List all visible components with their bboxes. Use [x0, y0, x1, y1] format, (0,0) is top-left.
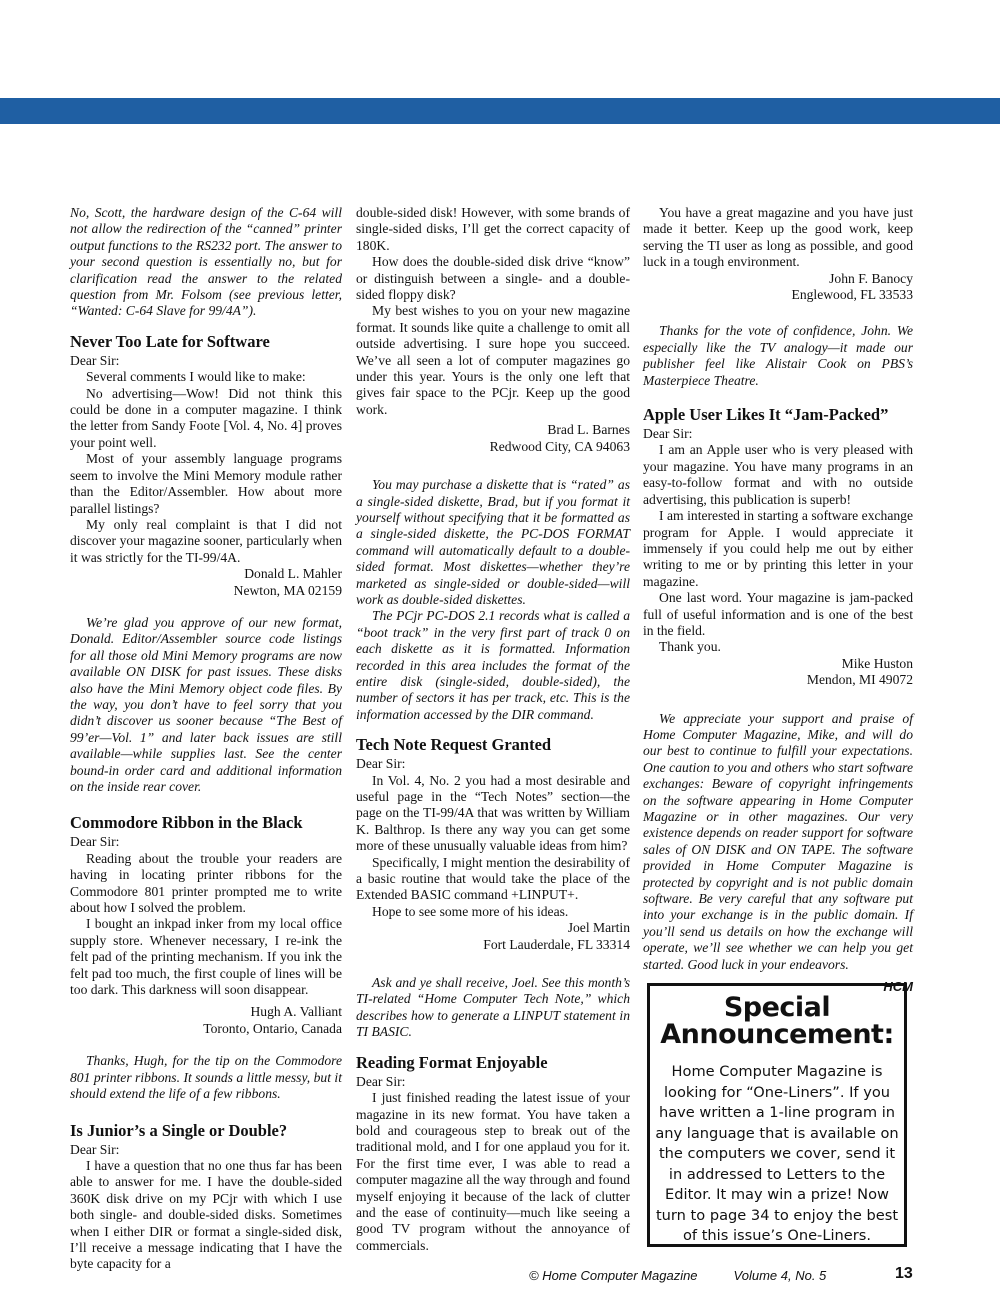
letter-paragraph: I am interested in starting a software exchange program for Apple. I would appreciate it immensely if you could help me out by either writing to me or by printing this letter in your magazine. [643, 508, 913, 589]
response-text: You may purchase a diskette that is “rated” as a single-sided diskette, Brad, but if you format it yourself without specifying that it be formatted as a single-sided diskette, the PC-DOS FORMAT command will automatically default to a double-sided format. Most diskettes—whether they’re marketed as single-sided or double-sided—will work as double-sided diskettes. [356, 477, 630, 607]
signature-location: Mendon, MI 49072 [806, 672, 913, 688]
signature-name: Donald L. Mahler [244, 566, 342, 582]
letter-title: Tech Note Request Granted [356, 735, 552, 755]
end-mark-logo: HCM [883, 979, 913, 995]
signature-location: Newton, MA 02159 [233, 582, 342, 598]
signature-name: John F. Banocy [829, 270, 913, 286]
response-text: Thanks, Hugh, for the tip on the Commodore 801 printer ribbons. It sounds a little messy, but it should extend the life of a few ribbons. [70, 1053, 342, 1102]
response-text: No, Scott, the hardware design of the C-64 will not allow the redirection of the “canned” printer output functions to the RS232 port. The answer to your second question is essentially no, but for clarification read the answer to the related question from Mr. Folsom (see previous letter, “Wanted: C-64 Slave for 99/4A”). [70, 205, 342, 319]
letter-title: Apple User Likes It “Jam-Packed” [643, 405, 889, 425]
announcement-body: Home Computer Magazine is looking for “One-Liners”. If you have written a 1-line program in any language that is available on the computers we cover, send it in addressed to Letters to the Editor. It may win a prize! Now turn to page 34 to enjoy the best of this issue’s One-Liners. [655, 1063, 899, 1244]
announcement-heading [650, 994, 904, 1048]
signature-name: Mike Huston [841, 655, 913, 671]
letter-paragraph: I have a question that no one thus far has been able to answer for me. I have the double-sided 360K disk drive on my PCjr with which I use both single- and double-sided disks. Sometimes when I either DIR or format a single-sided disk, I’ll receive a message indicating that I have the byte capacity for a [70, 1157, 342, 1272]
announcement-heading-line2: Announcement: [660, 1019, 894, 1050]
signature-location: Redwood City, CA 94063 [489, 438, 630, 454]
response-text: Ask and ye shall receive, Joel. See this month’s TI-related “Home Computer Tech Note,” which describes how to generate a LINPUT statement in TI BASIC. [356, 975, 630, 1040]
letter-paragraph: double-sided disk! However, with some brands of single-sided disks, I’ll get the correct capacity of 180K. [356, 205, 630, 253]
column-2 [356, 205, 630, 1254]
signature-name: Hugh A. Valliant [250, 1004, 342, 1020]
letter-title: Reading Format Enjoyable [356, 1052, 548, 1072]
salutation: Dear Sir: [356, 756, 406, 772]
page-footer [529, 1268, 826, 1283]
response-text: Thanks for the vote of confidence, John. We especially like the TV analogy—it made our publisher feel like Alistair Cook on PBS’s Masterpiece Theatre. [643, 323, 913, 388]
letter-title: Never Too Late for Software [70, 331, 270, 351]
response-text: We appreciate your support and praise of Home Computer Magazine, Mike, and will do our best to continue to fulfill your expectations. One caution to you and others who start software exchanges: Beware of copyright infringements on the software appearing in Home Computer Magazine or in other magazines. Our very existence depends on reader support for software sales of ON DISK and ON TAPE. The software provided in Home Computer Magazine is protected by copyright and is not public domain software. Be very careful that any software put into your exchange is in the public domain. If you’ll send us details on how the exchange will operate, we’ll see whether we can help you get started. Good luck in your endeavors. [643, 710, 913, 972]
salutation: Dear Sir: [70, 1141, 120, 1157]
signature-location: Englewood, FL 33533 [791, 287, 913, 303]
letter-paragraph: Specifically, I might mention the desirability of a basic routine that would take the place of the Extended BASIC command +LINPUT+. [356, 854, 630, 903]
letter-title: Is Junior’s a Single or Double? [70, 1120, 288, 1140]
special-announcement-box [647, 983, 907, 1247]
response-text: We’re glad you approve of our new format, Donald. Editor/Assembler source code listings for all those old Mini Memory programs are now available ON DISK for past issues. These disks also have the Mini Memory object code files. By the way, you don’t have to feel sorry that you didn’t discover us sooner because “The Best of 99’er—Vol. 1” and later back issues are still available—while supplies last. See the center bound-in order card and additional information on the inside rear cover. [70, 614, 342, 794]
announcement-heading-line1: Special [723, 992, 831, 1023]
column-3 [643, 205, 913, 995]
column-1 [70, 205, 342, 1273]
letter-paragraph: No advertising—Wow! Did not think this could be done in a computer magazine. I think the letter from Sandy Foote [Vol. 4, No. 4] proves your point well. [70, 385, 342, 450]
signature-name: Brad L. Barnes [547, 422, 630, 438]
letter-paragraph: Thank you. [659, 639, 721, 655]
signature-location: Toronto, Ontario, Canada [203, 1020, 342, 1036]
letter-paragraph: I just finished reading the latest issue of your magazine in its new format. You have taken a bold and courageous step to break out of the traditional mold, and I for one applaud you for it. For the first time ever, I was able to read a computer magazine all the way through and found myself enjoying it because of the lack of clutter and the ease of continuity—much like seeing a good TV program without the annoyance of commercials. [356, 1090, 630, 1253]
salutation: Dear Sir: [70, 352, 120, 368]
page-number: 13 [895, 1265, 913, 1282]
publication-name: © Home Computer Magazine [529, 1268, 698, 1283]
volume-issue: Volume 4, No. 5 [733, 1268, 827, 1283]
letter-paragraph: My best wishes to you on your new magazine format. It sounds like quite a challenge to omit all outside advertising. I sure hope you succeed. We’ve all seen a lot of computer magazines go under this year. Yours is the only one left that gives fair space to the PCjr. Keep up the good work. [356, 303, 630, 417]
letter-paragraph: Reading about the trouble your readers are having in locating printer ribbons for the Commodore 801 printer prompted me to write about how I solved the problem. [70, 850, 342, 916]
signature-location: Fort Lauderdale, FL 33314 [483, 936, 630, 952]
letter-paragraph: In Vol. 4, No. 2 you had a most desirable and useful page in the “Tech Notes” section—the page on the TI-99/4A that was written by William K. Balthrop. Is there any way you can get some more of these unusually valuable ideas from him? [356, 772, 630, 854]
letter-paragraph: I bought an inkpad inker from my local office supply store. Whenever necessary, I re-ink the felt pad of the printing mechanism. If you ink the felt pad too much, the first couple of lines will be too dark. This darkness will soon disappear. [70, 916, 342, 998]
salutation: Dear Sir: [356, 1073, 406, 1089]
letter-paragraph: One last word. Your magazine is jam-packed full of useful information and is one of the best in the field. [643, 590, 913, 638]
header-color-bar [0, 98, 1000, 124]
letter-paragraph: Hope to see some more of his ideas. [372, 903, 569, 919]
letter-paragraph: You have a great magazine and you have just made it better. Keep up the good work, keep serving the TI user as long as possible, and good luck in a tough environment. [643, 205, 913, 270]
salutation: Dear Sir: [70, 834, 120, 850]
letter-paragraph: Several comments I would like to make: [86, 369, 306, 385]
response-text: The PCjr PC-DOS 2.1 records what is called a “boot track” in the very first part of track 0 on each diskette as it is formatted. Information recorded in this area includes the format of the entire disk (single-sided, double-sided), the number of sectors it has per track, etc. This is the information accessed by the DIR command. [356, 608, 630, 722]
letter-paragraph: I am an Apple user who is very pleased with your magazine. You have many programs in an easy-to-follow format and with no outside advertising, this publication is superb! [643, 442, 913, 507]
letter-paragraph: How does the double-sided disk drive “know” or distinguish between a single- and a double-sided floppy disk? [356, 254, 630, 303]
letter-paragraph: Most of your assembly language programs seem to involve the Mini Memory module rather than the Editor/Assembler. How about more parallel listings? [70, 451, 342, 516]
signature-name: Joel Martin [567, 920, 630, 936]
salutation: Dear Sir: [643, 426, 693, 442]
letter-title: Commodore Ribbon in the Black [70, 813, 303, 833]
letter-paragraph: My only real complaint is that I did not discover your magazine sooner, particularly when it was strictly for the TI-99/4A. [70, 516, 342, 565]
